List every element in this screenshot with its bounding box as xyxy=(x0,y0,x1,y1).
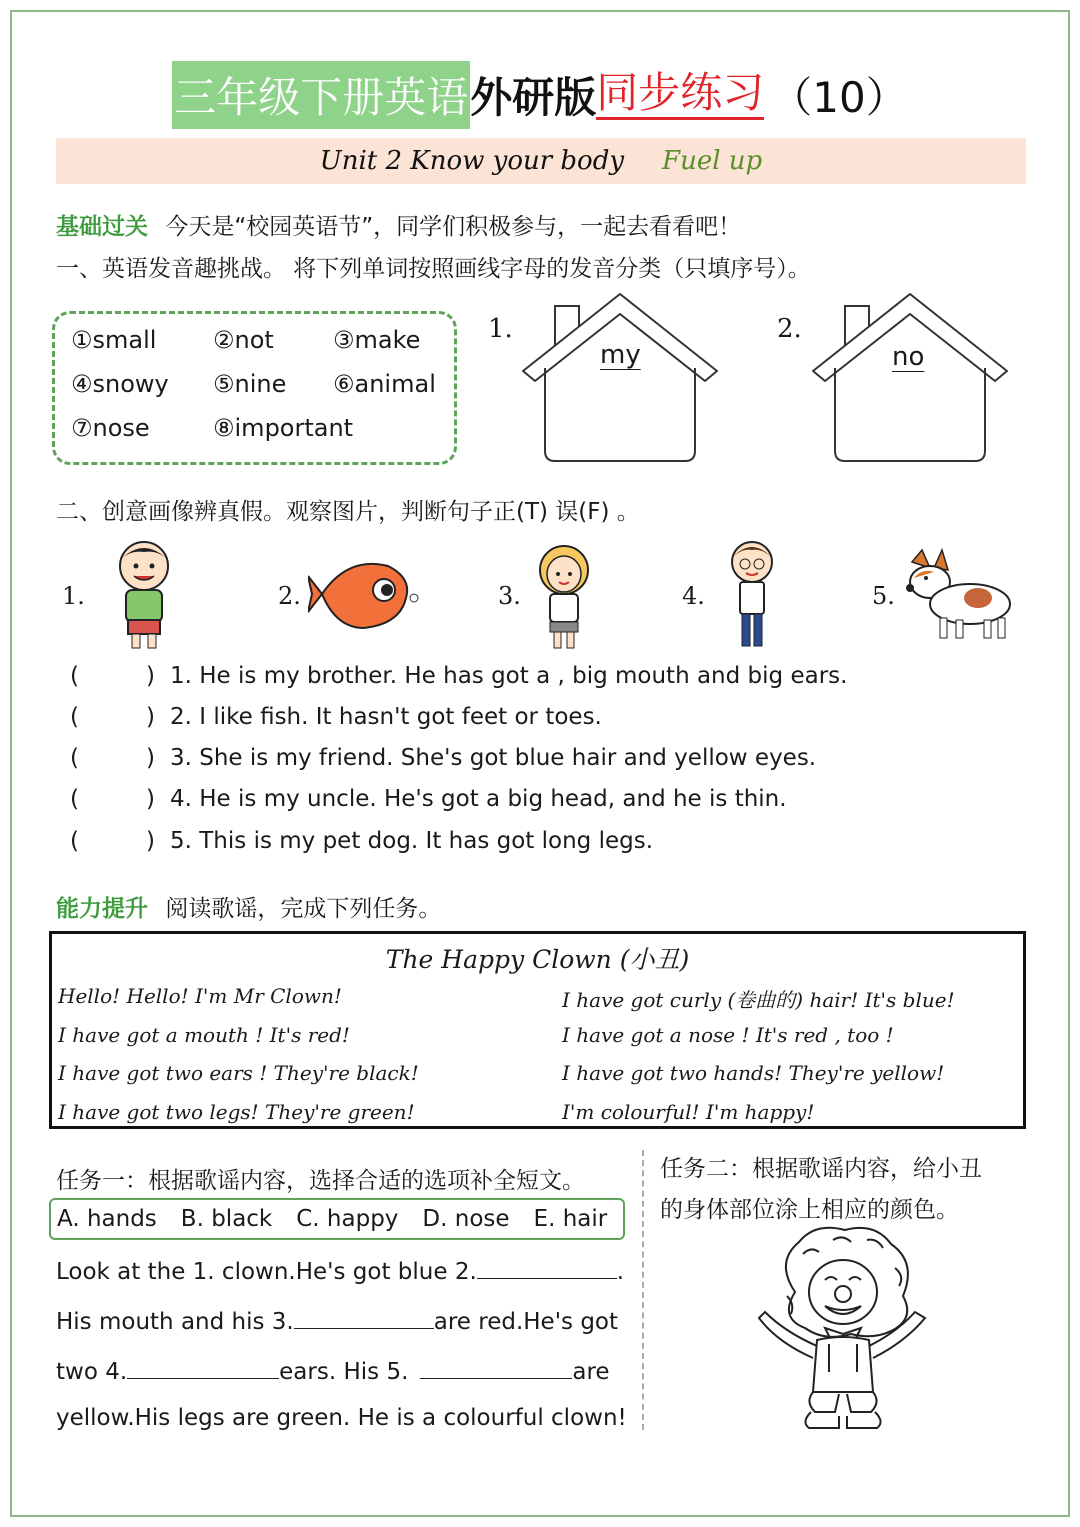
word-box xyxy=(52,311,457,465)
answer-paren-close: ) xyxy=(146,663,155,689)
girl-icon xyxy=(524,542,604,654)
poem-line: I have got a mouth ! It's red! xyxy=(58,1023,350,1047)
fill-text: Look at the 1. clown.He's got blue 2. xyxy=(56,1259,477,1285)
word-item: ③make xyxy=(333,326,421,354)
answer-paren-open[interactable]: ( xyxy=(70,663,79,689)
fill-text: ears. His 5. xyxy=(279,1359,409,1385)
page-title xyxy=(0,58,1080,132)
fill-text: . xyxy=(616,1259,625,1285)
blank-5[interactable] xyxy=(420,1356,572,1379)
house-number: 2. xyxy=(777,314,802,344)
options-box xyxy=(49,1198,625,1240)
ability-heading: 能力提升 xyxy=(56,896,148,922)
fill-text: two 4. xyxy=(56,1359,128,1385)
dashed-divider xyxy=(642,1150,644,1430)
unit-section: Fuel up xyxy=(662,146,763,176)
statement: 1. He is my brother. He has got a , big mouth and big ears. xyxy=(170,663,848,689)
task2-line2: 的身体部位涂上相应的颜色。 xyxy=(660,1197,959,1223)
fill-line xyxy=(56,1306,618,1335)
fill-line: yellow.His legs are green. He is a colourful clown! xyxy=(56,1405,627,1431)
task2-line1: 任务二：根据歌谣内容，给小丑 xyxy=(660,1156,982,1182)
intro-heading: 基础过关 xyxy=(56,214,148,240)
poem-line: Hello! Hello! I'm Mr Clown! xyxy=(58,984,342,1008)
blank-4[interactable] xyxy=(127,1356,279,1379)
picture-number: 5. xyxy=(872,582,895,610)
unit-bar xyxy=(56,138,1026,184)
house-icon xyxy=(515,286,725,466)
house-icon xyxy=(805,286,1015,466)
fill-line xyxy=(56,1256,624,1285)
fill-line xyxy=(56,1356,610,1385)
poem-line: I have got two ears ! They're black! xyxy=(58,1061,419,1085)
task1-instruction: 任务一：根据歌谣内容，选择合适的选项补全短文。 xyxy=(56,1168,585,1194)
option-item: B. black xyxy=(180,1206,273,1232)
answer-paren-open[interactable]: ( xyxy=(70,828,79,854)
title-part2: 外研版 xyxy=(470,73,597,122)
fill-text: are xyxy=(572,1359,610,1385)
poem-line: I have got two hands! They're yellow! xyxy=(562,1061,945,1085)
statement: 4. He is my uncle. He's got a big head, and he is thin. xyxy=(170,786,787,812)
part2-instruction: 二、创意画像辨真假。观察图片，判断句子正(T) 误(F) 。 xyxy=(56,499,640,525)
answer-paren-close: ) xyxy=(146,745,155,771)
picture-number: 1. xyxy=(62,582,85,610)
option-item: E. hair xyxy=(533,1206,608,1232)
answer-paren-open[interactable]: ( xyxy=(70,704,79,730)
poem-title: The Happy Clown (小丑) xyxy=(385,945,690,974)
picture-number: 3. xyxy=(498,582,521,610)
title-part1: 三年级下册英语 xyxy=(172,61,470,129)
blank-2[interactable] xyxy=(477,1256,617,1279)
unit-title: Unit 2 Know your body xyxy=(319,146,625,176)
house-word: my xyxy=(600,340,641,370)
word-item: ⑤nine xyxy=(213,370,287,398)
boy-icon xyxy=(108,540,180,652)
part1-instruction: 一、英语发音趣挑战。 将下列单词按照画线字母的发音分类（只填序号）。 xyxy=(56,256,811,282)
title-part4: （10） xyxy=(770,73,908,122)
title-part3: 同步练习 xyxy=(596,70,764,119)
poem-line: I have got two legs! They're green! xyxy=(58,1100,415,1124)
answer-paren-close: ) xyxy=(146,828,155,854)
statement: 2. I like fish. It hasn't got feet or toes. xyxy=(170,704,602,730)
statement: 3. She is my friend. She's got blue hair and yellow eyes. xyxy=(170,745,817,771)
fish-icon xyxy=(308,552,420,636)
intro-line xyxy=(56,208,741,241)
word-item: ⑦nose xyxy=(71,414,150,442)
word-item: ⑧important xyxy=(213,414,354,442)
answer-paren-open[interactable]: ( xyxy=(70,745,79,771)
house-number: 1. xyxy=(488,314,513,344)
blank-3[interactable] xyxy=(294,1306,434,1329)
clown-icon[interactable] xyxy=(755,1222,935,1438)
poem-line: I have got a nose ! It's red , too ! xyxy=(562,1023,894,1047)
man-icon xyxy=(724,540,780,654)
answer-paren-open[interactable]: ( xyxy=(70,786,79,812)
word-item: ②not xyxy=(213,326,274,354)
word-item: ⑥animal xyxy=(333,370,436,398)
word-item: ①small xyxy=(71,326,157,354)
answer-paren-close: ) xyxy=(146,704,155,730)
option-item: C. happy xyxy=(296,1206,399,1232)
statement: 5. This is my pet dog. It has got long legs. xyxy=(170,828,654,854)
ability-line xyxy=(56,890,441,923)
ability-text: 阅读歌谣，完成下列任务。 xyxy=(165,896,442,922)
picture-number: 4. xyxy=(682,582,705,610)
option-item: A. hands xyxy=(57,1206,157,1232)
dog-icon xyxy=(900,548,1016,644)
picture-number: 2. xyxy=(278,582,301,610)
fill-text: are red.He's got xyxy=(433,1309,619,1335)
house-word: no xyxy=(892,342,925,372)
poem-line: I'm colourful! I'm happy! xyxy=(562,1100,815,1124)
fill-text: His mouth and his 3. xyxy=(56,1309,294,1335)
option-item: D. nose xyxy=(422,1206,510,1232)
word-item: ④snowy xyxy=(71,370,169,398)
answer-paren-close: ) xyxy=(146,786,155,812)
intro-text: 今天是“校园英语节”，同学们积极参与，一起去看看吧！ xyxy=(165,214,742,240)
poem-box xyxy=(49,931,1026,1129)
poem-line: I have got curly (卷曲的) hair! It's blue! xyxy=(562,988,955,1012)
